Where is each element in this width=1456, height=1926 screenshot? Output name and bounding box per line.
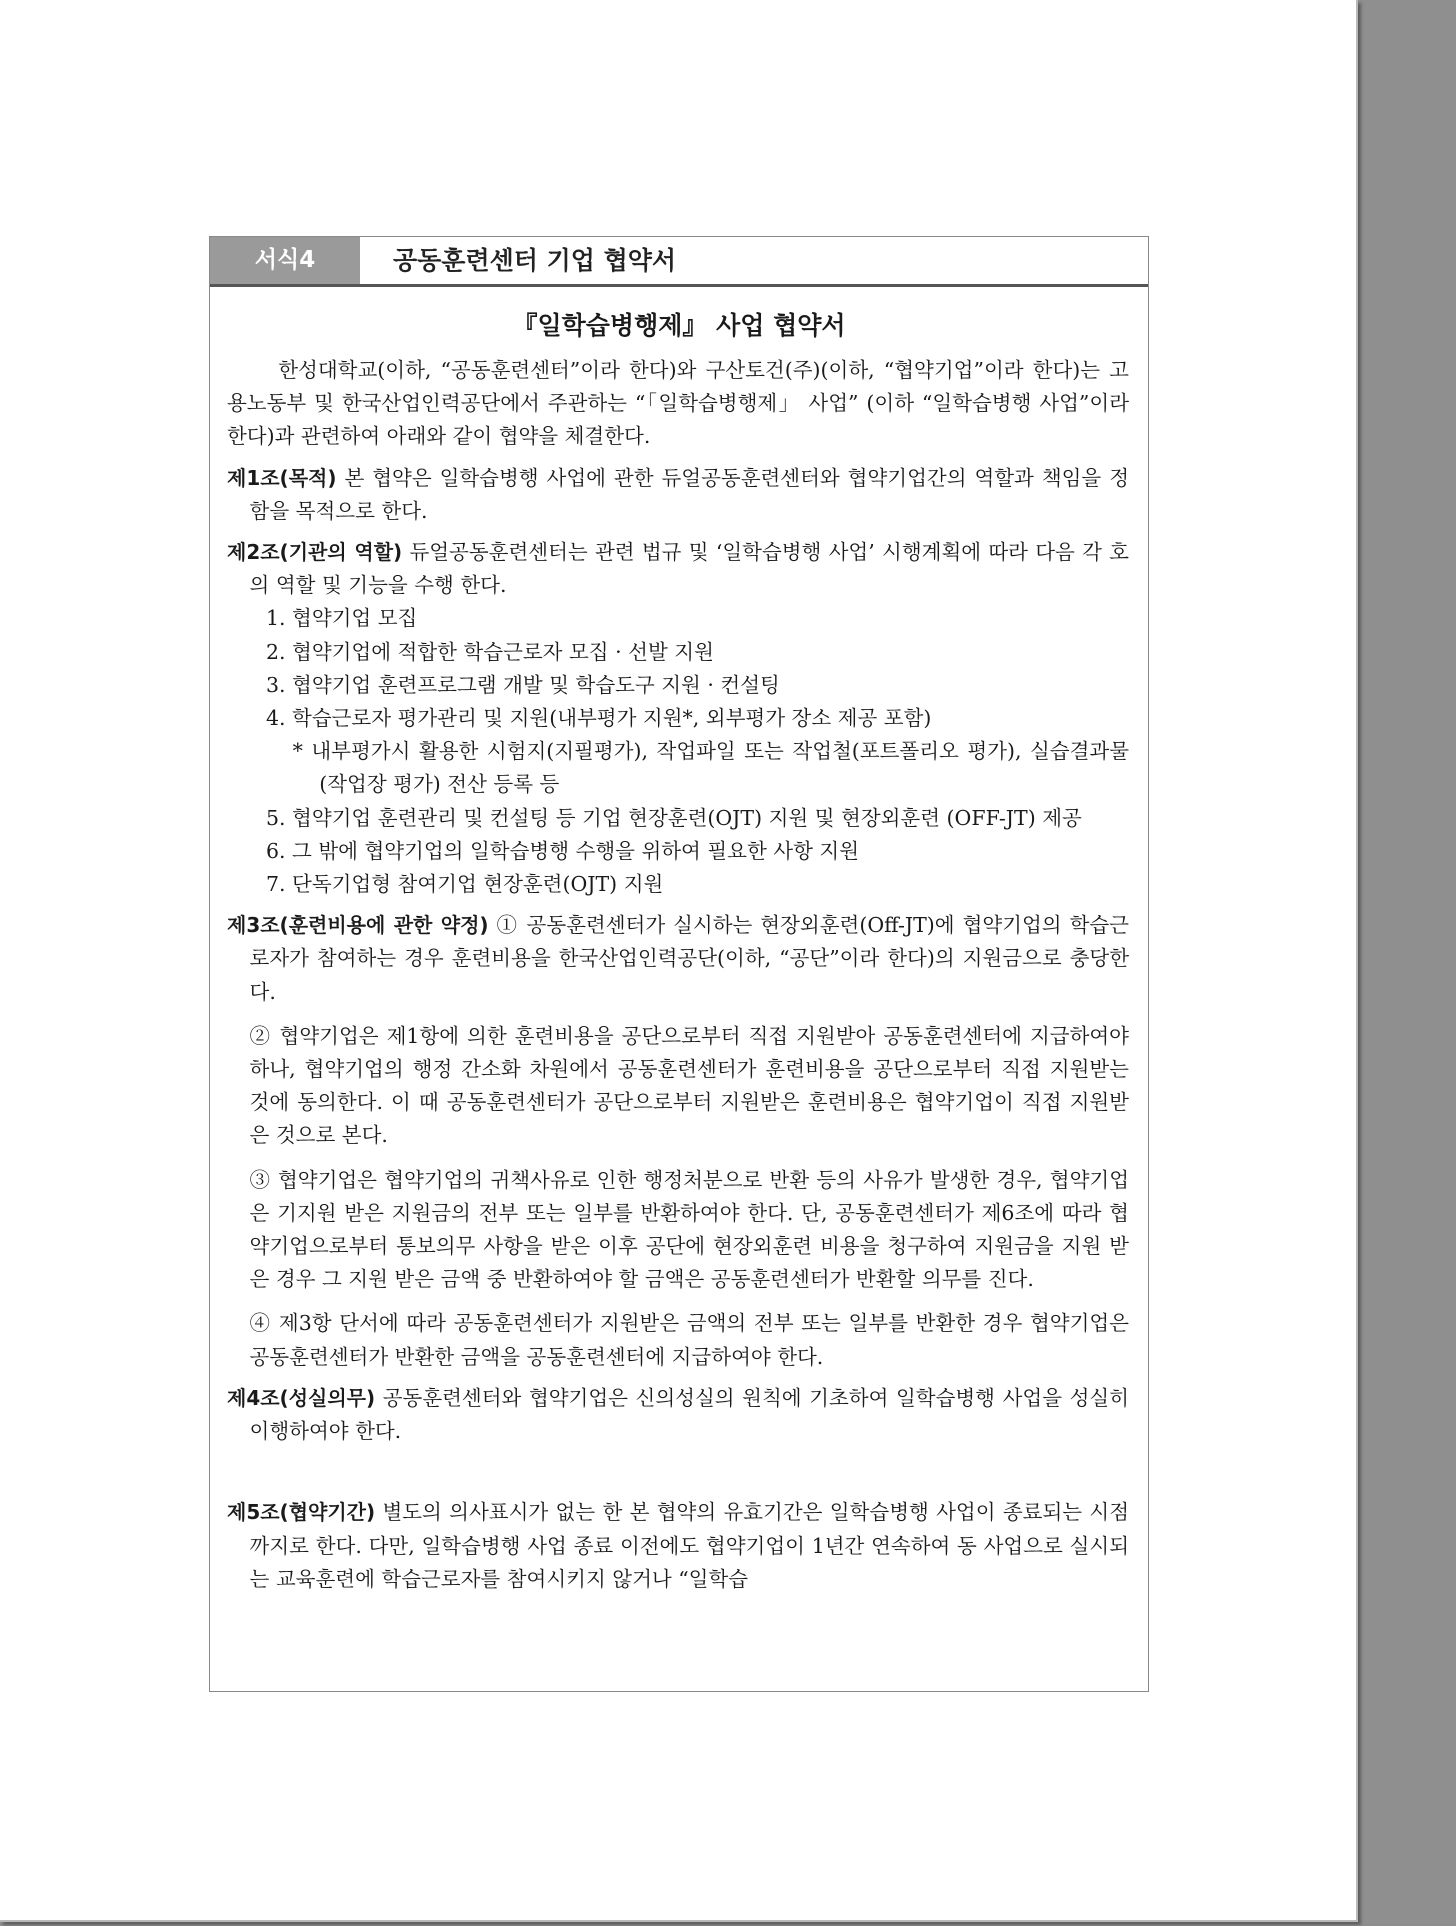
form-label: 서식4 <box>254 247 316 273</box>
article-3-heading: 제3조(훈련비용에 관한 약정) <box>227 913 489 938</box>
article-5-heading: 제5조(협약기간) <box>227 1500 376 1525</box>
article-5 <box>227 1496 1129 1596</box>
spacer <box>227 1448 1129 1488</box>
article-3-paragraph-3: ③ 협약기업은 협약기업의 귀책사유로 인한 행정처분으로 반환 등의 사유가 발생한 경우, 협약기업은 기지원 받은 지원금의 전부 또는 일부를 반환하여야 한다. 단, 공동훈련센터가 제6조에 따라 협약기업으로부터 통보의무 사항을 받은 이후 공단에 현장외훈련 비용을 청구하여 지원금을 지원 받은 경우 그 지원 받은 금액 중 반환하여야 할 금액은 공동훈련센터가 반환할 의무를 진다. <box>249 1167 1129 1292</box>
list-item: 7. 단독기업형 참여기업 현장훈련(OJT) 지원 <box>265 872 664 897</box>
list-item: 1. 협약기업 모집 <box>265 606 418 631</box>
list-item: 5. 협약기업 훈련관리 및 컨설팅 등 기업 현장훈련(OJT) 지원 및 현장외훈련 (OFF-JT) 제공 <box>265 805 1082 830</box>
form-header <box>210 237 1148 287</box>
article-1-heading: 제1조(목적) <box>227 465 337 490</box>
document-body <box>227 354 1129 1596</box>
list-item-note: * 내부평가시 활용한 시험지(지필평가), 작업파일 또는 작업철(포트폴리오 평가), 실습결과물(작업장 평가) 전산 등록 등 <box>292 739 1129 797</box>
article-2-list <box>227 602 1129 901</box>
article-4-heading: 제4조(성실의무) <box>227 1385 376 1410</box>
intro-paragraph: 한성대학교(이하, “공동훈련센터”이라 한다)와 구산토건(주)(이하, “협약기업”이라 한다)는 고용노동부 및 한국산업인력공단에서 주관하는 “「일학습병행제」 사업” (이하 “일학습병행 사업”이라 한다)과 관련하여 아래와 같이 협약을 체결한다. <box>227 358 1129 449</box>
article-5-text: 별도의 의사표시가 없는 한 본 협약의 유효기간은 일학습병행 사업이 종료되는 시점까지로 한다. 다만, 일학습병행 사업 종료 이전에도 협약기업이 1년간 연속하여 동 사업으로 실시되는 교육훈련에 학습근로자를 참여시키지 않거나 “일학습 <box>249 1500 1129 1591</box>
article-3-text: ① 공동훈련센터가 실시하는 현장외훈련(Off-JT)에 협약기업의 학습근로자가 참여하는 경우 훈련비용을 한국산업인력공단(이하, “공단”이라 한다)의 지원금으로 충당한다. <box>249 913 1129 1004</box>
article-3-paragraph-2: ② 협약기업은 제1항에 의한 훈련비용을 공단으로부터 직접 지원받아 공동훈련센터에 지급하여야 하나, 협약기업의 행정 간소화 차원에서 공동훈련센터가 훈련비용을 공단으로부터 직접 지원받는 것에 동의한다. 이 때 공동훈련센터가 공단으로부터 지원받은 훈련비용은 협약기업이 직접 지원받은 것으로 본다. <box>249 1023 1129 1148</box>
list-item: 6. 그 밖에 협약기업의 일학습병행 수행을 위하여 필요한 사항 지원 <box>265 838 860 863</box>
list-item: 2. 협약기업에 적합한 학습근로자 모집 · 선발 지원 <box>265 639 714 664</box>
article-1 <box>227 462 1129 528</box>
article-3-paragraph-4: ④ 제3항 단서에 따라 공동훈련센터가 지원받은 금액의 전부 또는 일부를 반환한 경우 협약기업은 공동훈련센터가 반환한 금액을 공동훈련센터에 지급하여야 한다. <box>249 1311 1129 1369</box>
article-4 <box>227 1382 1129 1448</box>
article-4-text: 공동훈련센터와 협약기업은 신의성실의 원칙에 기초하여 일학습병행 사업을 성실히 이행하여야 한다. <box>249 1385 1129 1444</box>
article-2-heading: 제2조(기관의 역할) <box>227 540 403 565</box>
form-title: 공동훈련센터 기업 협약서 <box>393 246 677 275</box>
article-2 <box>227 536 1129 602</box>
article-1-text: 본 협약은 일학습병행 사업에 관한 듀얼공동훈련센터와 협약기업간의 역할과 책임을 정함을 목적으로 한다. <box>249 465 1129 523</box>
document-title: 『일학습병행제』 사업 협약서 <box>512 311 846 340</box>
form-frame <box>209 236 1149 1692</box>
article-3 <box>227 909 1129 1009</box>
list-item: 4. 학습근로자 평가관리 및 지원(내부평가 지원*, 외부평가 장소 제공 포함) <box>265 706 932 731</box>
list-item: 3. 협약기업 훈련프로그램 개발 및 학습도구 지원 · 컨설팅 <box>265 672 780 697</box>
article-2-text: 듀얼공동훈련센터는 관련 법규 및 ‘일학습병행 사업’ 시행계획에 따라 다음 각 호의 역할 및 기능을 수행 한다. <box>249 540 1129 598</box>
